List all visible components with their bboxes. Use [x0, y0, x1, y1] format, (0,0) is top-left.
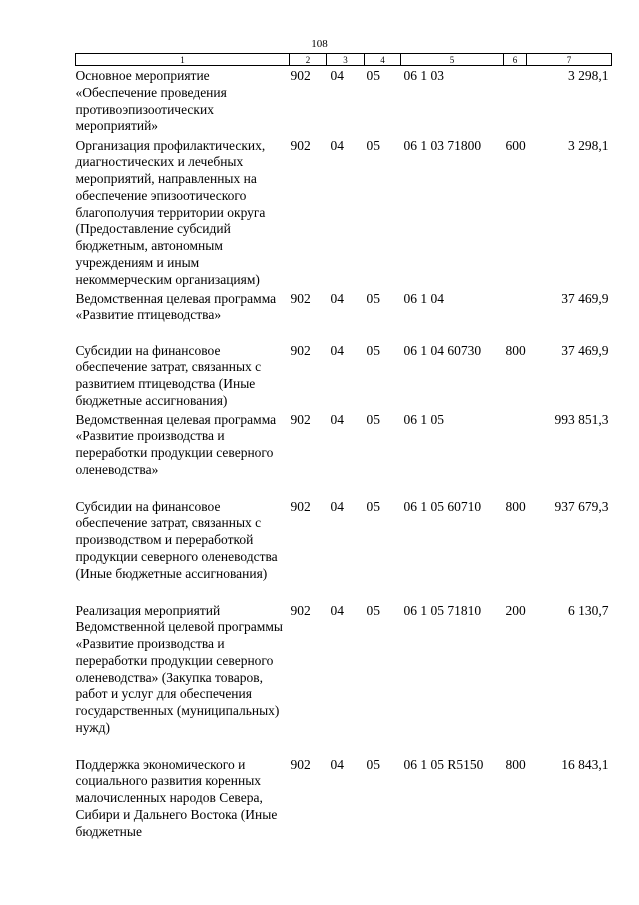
column-number: 5 [401, 54, 504, 66]
subsection-code: 05 [366, 602, 380, 618]
target-article-code: 06 1 04 [403, 290, 444, 306]
amount: 993 851,3 [554, 411, 609, 427]
expense-type-code: 800 [505, 342, 526, 358]
table-row [76, 66, 612, 138]
subsection-code: 05 [366, 411, 380, 427]
section-code: 04 [330, 411, 344, 427]
amount: 37 469,9 [561, 290, 609, 306]
section-code: 04 [330, 498, 344, 514]
table-row [76, 343, 612, 412]
section-code: 04 [330, 756, 344, 772]
expense-type-code: 600 [505, 137, 526, 153]
table-row [76, 291, 612, 343]
amount: 937 679,3 [554, 498, 609, 514]
column-number: 1 [76, 54, 290, 66]
row-name: Поддержка экономического и социального развития коренных малочисленных народов Севера, Сибири и Дальнего Востока (Иные бюджетные [75, 756, 278, 839]
target-article-code: 06 1 03 [403, 68, 444, 83]
subsection-code: 05 [366, 290, 380, 306]
budget-table [75, 53, 612, 845]
amount: 3 298,1 [568, 137, 609, 153]
table-row [76, 412, 612, 499]
ministry-code: 902 [290, 290, 311, 306]
ministry-code: 902 [290, 498, 311, 514]
table-row [76, 603, 612, 757]
amount: 6 130,7 [568, 602, 609, 618]
row-name: Основное мероприятие «Обеспечение проведения противоэпизоотических мероприятий» [75, 68, 227, 134]
page-number: 108 [311, 38, 328, 50]
subsection-code: 05 [366, 68, 380, 83]
subsection-code: 05 [366, 756, 380, 772]
amount: 37 469,9 [561, 342, 609, 358]
ministry-code: 902 [290, 756, 311, 772]
table-row [76, 499, 612, 603]
target-article-code: 06 1 05 71810 [403, 602, 482, 618]
column-number: 7 [527, 54, 612, 66]
ministry-code: 902 [290, 602, 311, 618]
amount: 16 843,1 [561, 756, 609, 772]
column-number: 2 [290, 54, 327, 66]
section-code: 04 [330, 290, 344, 306]
target-article-code: 06 1 05 R5150 [403, 756, 484, 772]
table-row [76, 757, 612, 845]
ministry-code: 902 [290, 137, 311, 153]
expense-type-code [504, 412, 527, 499]
row-name: Ведомственная целевая программа «Развитие птицеводства» [75, 290, 277, 323]
expense-type-code: 800 [505, 756, 526, 772]
target-article-code: 06 1 05 60710 [403, 498, 482, 514]
ministry-code: 902 [290, 342, 311, 358]
row-name: Организация профилактических, диагностических и лечебных мероприятий, направленных на обеспечение эпизоотического благополучия территории округа (Предоставление субсидий бюджетным, автономным учреждениям и иным некоммерческим организациям) [75, 137, 266, 287]
section-code: 04 [330, 68, 344, 83]
row-name: Реализация мероприятий Ведомственной целевой программы «Развитие производства и переработки продукции северного оленеводства» (Закупка товаров, работ и услуг для обеспечения государственных (муниципальных) нужд) [75, 602, 283, 736]
section-code: 04 [330, 602, 344, 618]
table-row [76, 138, 612, 291]
row-name: Ведомственная целевая программа «Развитие производства и переработки продукции северного оленеводства» [75, 411, 277, 477]
subsection-code: 05 [366, 342, 380, 358]
ministry-code: 902 [290, 68, 311, 83]
target-article-code: 06 1 04 60730 [403, 342, 482, 358]
target-article-code: 06 1 05 [403, 411, 444, 427]
expense-type-code: 800 [505, 498, 526, 514]
column-number: 4 [365, 54, 401, 66]
expense-type-code: 200 [505, 602, 526, 618]
expense-type-code [504, 66, 527, 138]
subsection-code: 05 [366, 137, 380, 153]
column-number: 3 [327, 54, 365, 66]
subsection-code: 05 [366, 498, 380, 514]
row-name: Субсидии на финансовое обеспечение затрат, связанных с производством и переработкой продукции северного оленеводства (Иные бюджетные ассигнования) [75, 498, 278, 581]
row-name: Субсидии на финансовое обеспечение затрат, связанных с развитием птицеводства (Иные бюджетные ассигнования) [75, 342, 262, 408]
section-code: 04 [330, 137, 344, 153]
ministry-code: 902 [290, 411, 311, 427]
column-number: 6 [504, 54, 527, 66]
section-code: 04 [330, 342, 344, 358]
target-article-code: 06 1 03 71800 [403, 137, 482, 153]
expense-type-code [504, 291, 527, 343]
column-number-header [76, 54, 612, 66]
amount: 3 298,1 [568, 68, 609, 83]
